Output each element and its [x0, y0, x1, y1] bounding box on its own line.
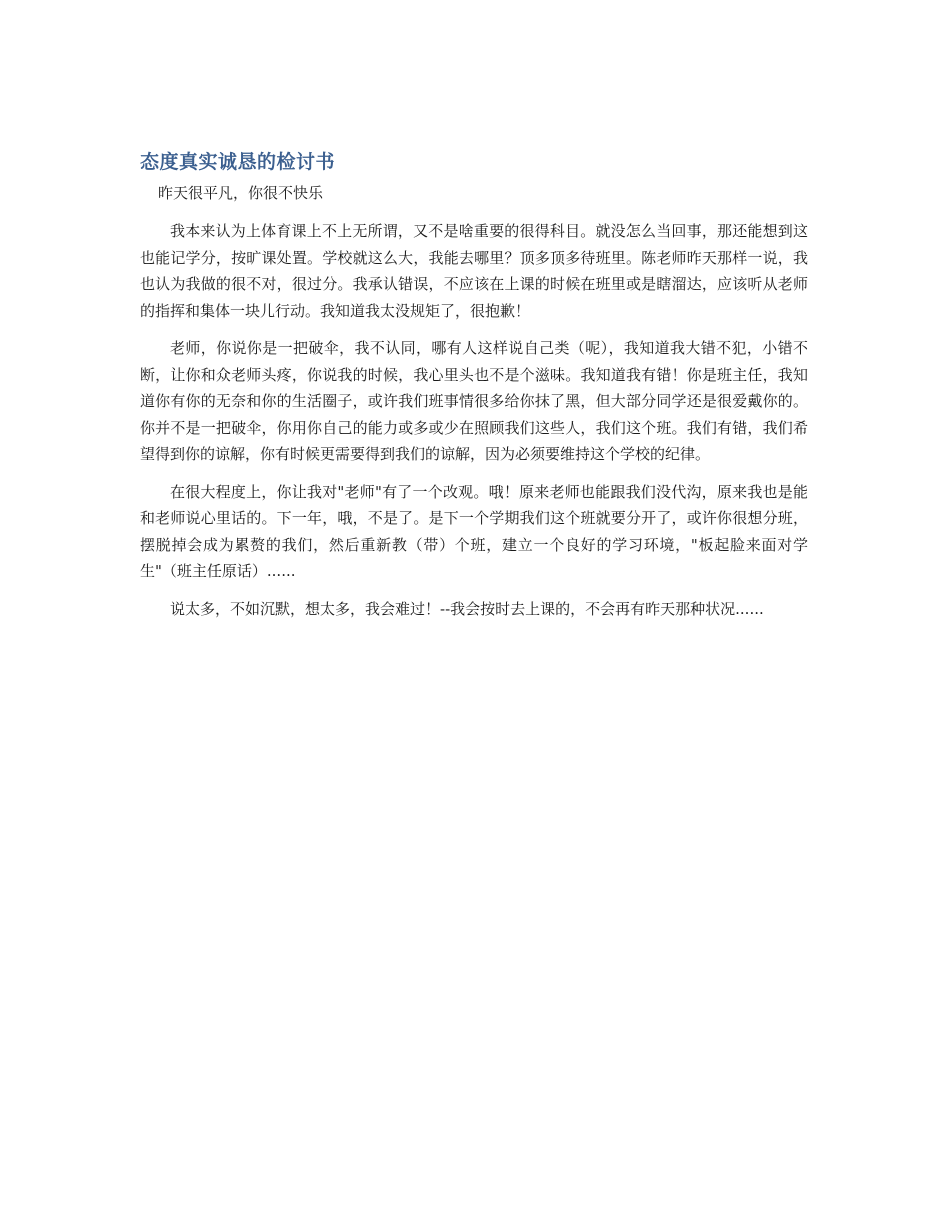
paragraph-2: 老师，你说你是一把破伞，我不认同，哪有人这样说自己类（呢），我知道我大错不犯，小错不断，让你和众老师头疼，你说我的时候，我心里头也不是个滋味。我知道我有错！你是班主任，我知道你有你的无奈和你的生活圈子，或许我们班事情很多给你抹了黑，但大部分同学还是很爱戴你的。你并不是一把破伞，你用你自己的能力或多或少在照顾我们这些人，我们这个班。我们有错，我们希望得到你的谅解，你有时候更需要得到我们的谅解，因为必须要维持这个学校的纪律。: [140, 339, 808, 463]
document-title: 态度真实诚恳的检讨书: [140, 151, 336, 173]
document-subtitle: 昨天很平凡，你很不快乐: [158, 184, 324, 202]
paragraph-3: 在很大程度上，你让我对"老师"有了一个改观。哦！原来老师也能跟我们没代沟，原来我也是能和老师说心里话的。下一年，哦，不是了。是下一个学期我们这个班就要分开了，或许你很想分班，摆脱掉会成为累赘的我们，然后重新教（带）个班，建立一个良好的学习环境，"板起脸来面对学生"（班主任原话）......: [140, 482, 808, 580]
paragraph-1: 我本来认为上体育课上不上无所谓，又不是啥重要的很得科目。就没怎么当回事，那还能想到这也能记学分，按旷课处置。学校就这么大，我能去哪里？顶多顶多待班里。陈老师昨天那样一说，我也认为我做的很不对，很过分。我承认错误，不应该在上课的时候在班里或是瞎溜达，应该听从老师的指挥和集体一块儿行动。我知道我太没规矩了，很抱歉！: [140, 222, 808, 320]
document-page: [140, 148, 808, 633]
paragraph-4: 说太多，不如沉默，想太多，我会难过！--我会按时去上课的，不会再有昨天那种状况......: [170, 599, 764, 618]
